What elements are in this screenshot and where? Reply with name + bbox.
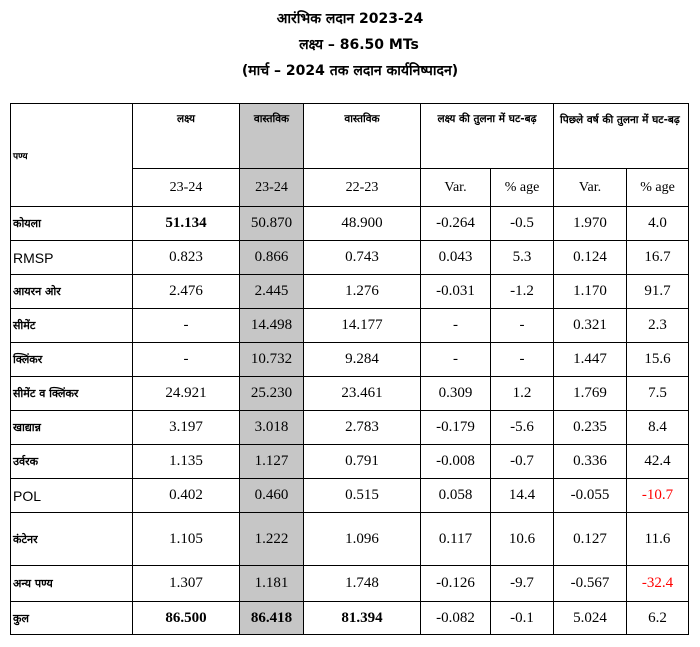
- cell-pct-prev: 91.7: [627, 275, 689, 309]
- cell-actual: 1.181: [240, 566, 304, 602]
- cell-prev: 2.783: [304, 411, 421, 445]
- row-name: खाद्यान्न: [11, 411, 133, 445]
- cell-var-target: 0.043: [421, 241, 491, 275]
- subheader-actual-prev: 22-23: [304, 169, 421, 207]
- cell-pct-prev: 16.7: [627, 241, 689, 275]
- row-name: उर्वरक: [11, 445, 133, 479]
- cell-pct-target: -0.5: [491, 207, 554, 241]
- header-vs-prev-year: पिछले वर्ष की तुलना में घट-बढ़: [554, 104, 689, 169]
- cell-target: 1.105: [133, 513, 240, 566]
- table-row: [11, 241, 689, 275]
- cell-prev: 1.096: [304, 513, 421, 566]
- cell-target: -: [133, 309, 240, 343]
- cell-prev: 9.284: [304, 343, 421, 377]
- table-row: [11, 207, 689, 241]
- row-name: कोयला: [11, 207, 133, 241]
- cell-var-target: -0.031: [421, 275, 491, 309]
- cell-var-target: 0.117: [421, 513, 491, 566]
- cell-var-target: -0.082: [421, 602, 491, 635]
- title-line-2: लक्ष्य – 86.50 MTs: [299, 37, 419, 53]
- cell-var-prev: -0.055: [554, 479, 627, 513]
- cell-target: 3.197: [133, 411, 240, 445]
- row-name: सीमेंट: [11, 309, 133, 343]
- table-row: [11, 566, 689, 602]
- cell-var-target: -0.126: [421, 566, 491, 602]
- cell-actual: 50.870: [240, 207, 304, 241]
- table-row: [11, 377, 689, 411]
- cell-target: 1.135: [133, 445, 240, 479]
- cell-prev: 48.900: [304, 207, 421, 241]
- cell-var-target: 0.309: [421, 377, 491, 411]
- cell-var-target: -: [421, 309, 491, 343]
- cell-prev: 23.461: [304, 377, 421, 411]
- cell-pct-prev: 42.4: [627, 445, 689, 479]
- row-name: आयरन ओर: [11, 275, 133, 309]
- table-row: [11, 343, 689, 377]
- row-name: अन्य पण्य: [11, 566, 133, 602]
- cell-target: 0.402: [133, 479, 240, 513]
- cell-actual: 86.418: [240, 602, 304, 635]
- table-row: [11, 479, 689, 513]
- subheader-var-prev: Var.: [554, 169, 627, 207]
- cell-pct-target: 5.3: [491, 241, 554, 275]
- cell-var-target: -0.008: [421, 445, 491, 479]
- cell-target: 51.134: [133, 207, 240, 241]
- cell-target: -: [133, 343, 240, 377]
- cell-var-prev: -0.567: [554, 566, 627, 602]
- header-actual-current: वास्तविक: [240, 104, 304, 169]
- cell-pct-target: 10.6: [491, 513, 554, 566]
- header-target: लक्ष्य: [133, 104, 240, 169]
- cell-pct-prev: 4.0: [627, 207, 689, 241]
- header-vs-target: लक्ष्य की तुलना में घट-बढ़: [421, 104, 554, 169]
- cell-actual: 1.222: [240, 513, 304, 566]
- cell-pct-target: 14.4: [491, 479, 554, 513]
- row-name: कुल: [11, 602, 133, 635]
- table-row: [11, 513, 689, 566]
- cell-prev: 81.394: [304, 602, 421, 635]
- cell-pct-target: -0.7: [491, 445, 554, 479]
- subheader-pct-prev: % age: [627, 169, 689, 207]
- cell-var-prev: 0.124: [554, 241, 627, 275]
- cell-prev: 1.276: [304, 275, 421, 309]
- header-row: [11, 104, 689, 169]
- subheader-target: 23-24: [133, 169, 240, 207]
- cell-actual: 14.498: [240, 309, 304, 343]
- cell-var-target: 0.058: [421, 479, 491, 513]
- cell-target: 86.500: [133, 602, 240, 635]
- cell-pct-prev: 8.4: [627, 411, 689, 445]
- cell-pct-target: -0.1: [491, 602, 554, 635]
- cell-pct-prev: -32.4: [627, 566, 689, 602]
- cell-pct-target: -5.6: [491, 411, 554, 445]
- cell-prev: 0.515: [304, 479, 421, 513]
- cell-var-prev: 1.447: [554, 343, 627, 377]
- subheader-var-target: Var.: [421, 169, 491, 207]
- cell-actual: 0.460: [240, 479, 304, 513]
- cell-pct-prev: 2.3: [627, 309, 689, 343]
- table-row: [11, 411, 689, 445]
- loading-table: [10, 103, 689, 635]
- cell-actual: 10.732: [240, 343, 304, 377]
- header-actual-prev: वास्तविक: [304, 104, 421, 169]
- cell-pct-target: -: [491, 343, 554, 377]
- cell-actual: 0.866: [240, 241, 304, 275]
- cell-prev: 0.791: [304, 445, 421, 479]
- title-line-3: (मार्च – 2024 तक लदान कार्यनिष्पादन): [241, 63, 459, 79]
- cell-var-prev: 1.970: [554, 207, 627, 241]
- cell-target: 24.921: [133, 377, 240, 411]
- cell-pct-prev: 11.6: [627, 513, 689, 566]
- cell-actual: 1.127: [240, 445, 304, 479]
- cell-var-prev: 0.235: [554, 411, 627, 445]
- subheader-actual-current: 23-24: [240, 169, 304, 207]
- cell-var-target: -: [421, 343, 491, 377]
- row-name: कंटेनर: [11, 513, 133, 566]
- cell-pct-prev: 6.2: [627, 602, 689, 635]
- cell-prev: 1.748: [304, 566, 421, 602]
- total-row: [11, 602, 689, 635]
- table-row: [11, 275, 689, 309]
- cell-var-prev: 0.336: [554, 445, 627, 479]
- cell-pct-prev: -10.7: [627, 479, 689, 513]
- cell-pct-prev: 15.6: [627, 343, 689, 377]
- cell-var-target: -0.179: [421, 411, 491, 445]
- row-name: RMSP: [11, 241, 133, 275]
- cell-prev: 0.743: [304, 241, 421, 275]
- header-commodity: पण्य: [11, 104, 133, 207]
- table-row: [11, 445, 689, 479]
- cell-actual: 3.018: [240, 411, 304, 445]
- cell-var-prev: 1.170: [554, 275, 627, 309]
- cell-pct-target: -: [491, 309, 554, 343]
- cell-prev: 14.177: [304, 309, 421, 343]
- cell-target: 0.823: [133, 241, 240, 275]
- cell-var-prev: 5.024: [554, 602, 627, 635]
- row-name: सीमेंट व क्लिंकर: [11, 377, 133, 411]
- cell-pct-target: 1.2: [491, 377, 554, 411]
- cell-pct-target: -1.2: [491, 275, 554, 309]
- row-name: POL: [11, 479, 133, 513]
- cell-actual: 2.445: [240, 275, 304, 309]
- cell-target: 1.307: [133, 566, 240, 602]
- cell-var-prev: 0.127: [554, 513, 627, 566]
- cell-var-prev: 0.321: [554, 309, 627, 343]
- cell-pct-prev: 7.5: [627, 377, 689, 411]
- title-line-1: आरंभिक लदान 2023-24: [276, 11, 424, 27]
- subheader-pct-target: % age: [491, 169, 554, 207]
- row-name: क्लिंकर: [11, 343, 133, 377]
- cell-pct-target: -9.7: [491, 566, 554, 602]
- cell-actual: 25.230: [240, 377, 304, 411]
- table-row: [11, 309, 689, 343]
- title-block: [0, 6, 700, 84]
- cell-var-target: -0.264: [421, 207, 491, 241]
- cell-target: 2.476: [133, 275, 240, 309]
- cell-var-prev: 1.769: [554, 377, 627, 411]
